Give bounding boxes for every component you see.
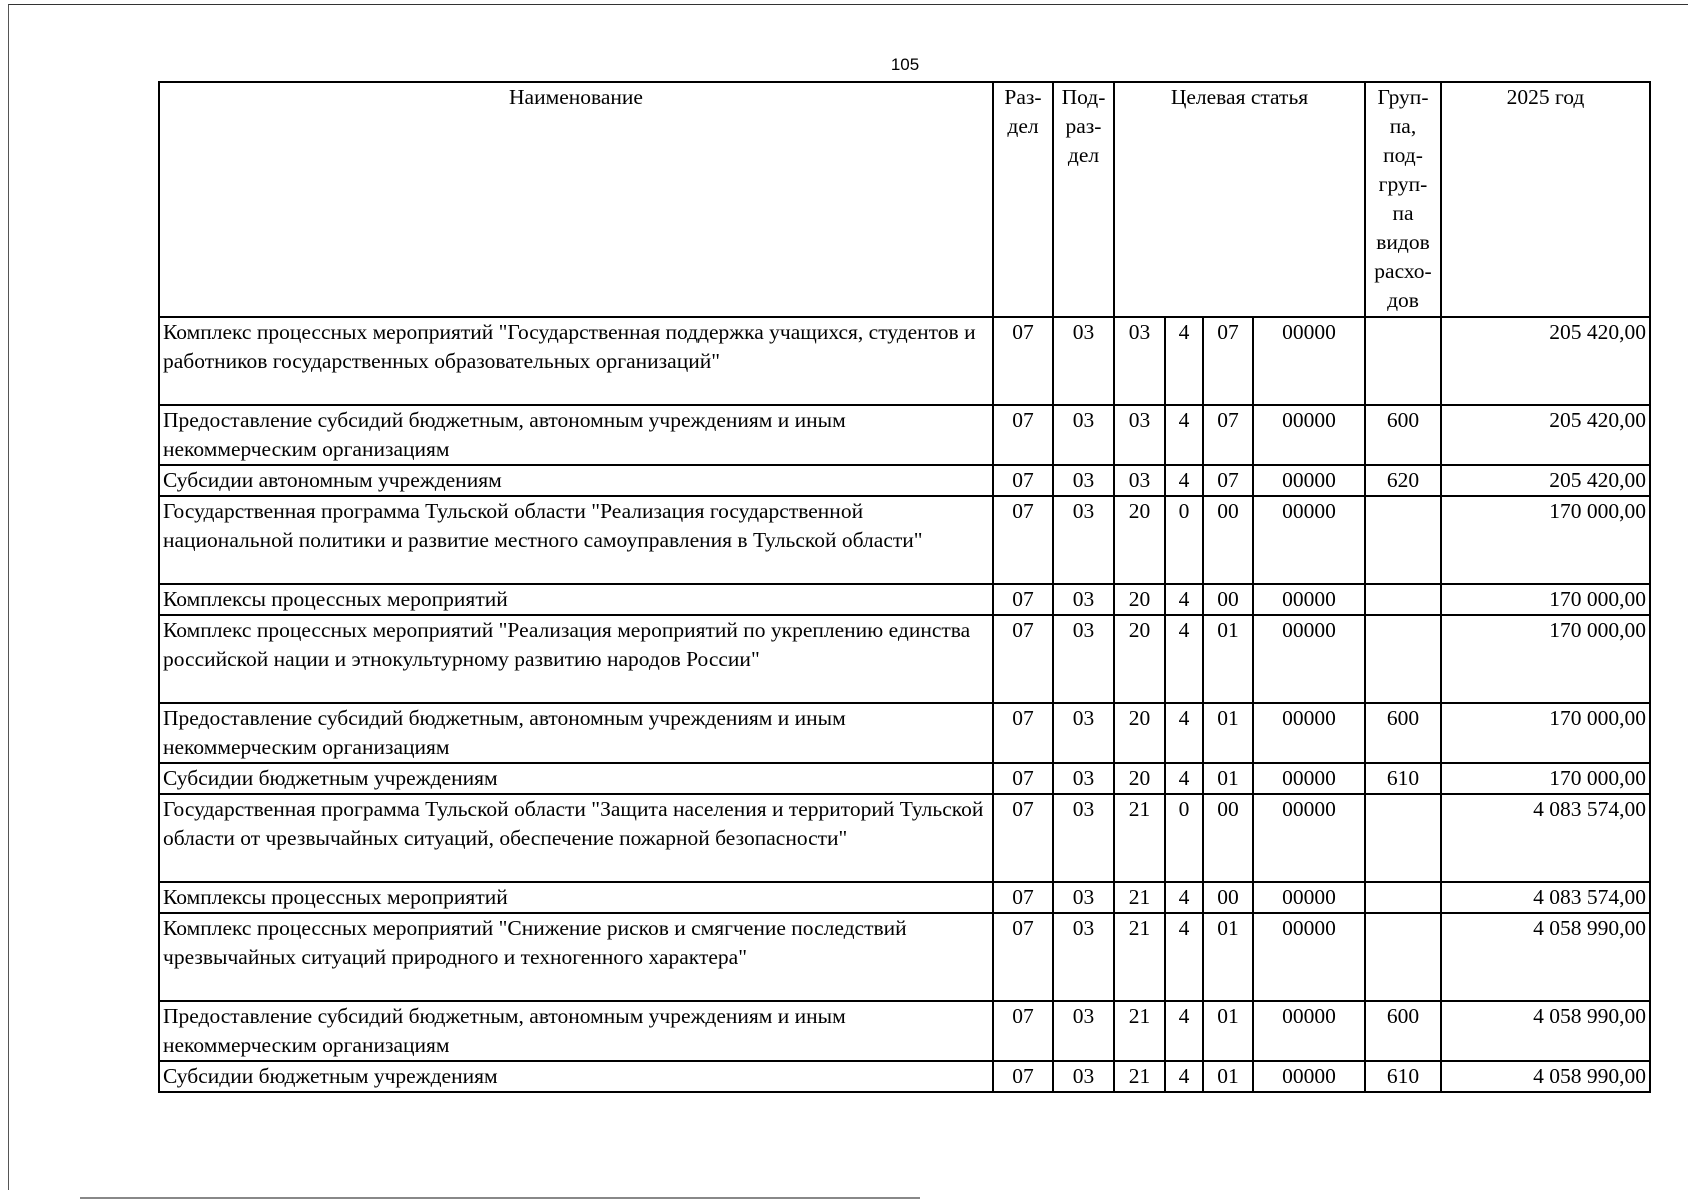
bottom-rule [80, 1197, 920, 1199]
target-direction-code: 00000 [1253, 794, 1365, 882]
expense-group-code [1365, 794, 1441, 882]
subsection-code: 03 [1053, 1001, 1114, 1061]
target-type-code: 4 [1165, 1001, 1203, 1061]
target-program-code: 20 [1114, 763, 1165, 794]
table-row [159, 405, 1650, 465]
table-header [159, 82, 1650, 317]
target-direction-code: 00000 [1253, 1061, 1365, 1092]
header-year: 2025 год [1441, 82, 1650, 317]
row-name: Предоставление субсидий бюджетным, автономным учреждениям и иным некоммерческим организациям [159, 405, 993, 465]
target-program-code: 21 [1114, 1061, 1165, 1092]
section-code: 07 [993, 465, 1053, 496]
amount-2025: 170 000,00 [1441, 703, 1650, 763]
table-body [159, 317, 1650, 1092]
section-code: 07 [993, 882, 1053, 913]
amount-2025: 170 000,00 [1441, 763, 1650, 794]
amount-2025: 170 000,00 [1441, 496, 1650, 584]
target-program-code: 03 [1114, 317, 1165, 405]
section-code: 07 [993, 405, 1053, 465]
expense-group-code: 600 [1365, 1001, 1441, 1061]
target-type-code: 4 [1165, 615, 1203, 703]
target-type-code: 4 [1165, 882, 1203, 913]
target-type-code: 4 [1165, 913, 1203, 1001]
target-complex-code: 00 [1203, 882, 1253, 913]
target-type-code: 4 [1165, 763, 1203, 794]
table-row [159, 496, 1650, 584]
target-program-code: 20 [1114, 703, 1165, 763]
subsection-code: 03 [1053, 317, 1114, 405]
table-row [159, 794, 1650, 882]
expense-group-code [1365, 584, 1441, 615]
target-complex-code: 01 [1203, 1061, 1253, 1092]
row-name: Комплекс процессных мероприятий "Государственная поддержка учащихся, студентов и работников государственных образовательных организаций" [159, 317, 993, 405]
row-name: Государственная программа Тульской области "Защита населения и территорий Тульской области от чрезвычайных ситуаций, обеспечение пожарной безопасности" [159, 794, 993, 882]
amount-2025: 170 000,00 [1441, 615, 1650, 703]
expense-group-code [1365, 913, 1441, 1001]
target-direction-code: 00000 [1253, 317, 1365, 405]
target-type-code: 0 [1165, 794, 1203, 882]
row-name: Комплексы процессных мероприятий [159, 882, 993, 913]
target-type-code: 4 [1165, 584, 1203, 615]
target-program-code: 21 [1114, 913, 1165, 1001]
subsection-code: 03 [1053, 465, 1114, 496]
target-direction-code: 00000 [1253, 763, 1365, 794]
target-complex-code: 07 [1203, 405, 1253, 465]
subsection-code: 03 [1053, 405, 1114, 465]
expense-group-code: 610 [1365, 1061, 1441, 1092]
section-code: 07 [993, 496, 1053, 584]
subsection-code: 03 [1053, 703, 1114, 763]
target-complex-code: 01 [1203, 763, 1253, 794]
target-complex-code: 07 [1203, 317, 1253, 405]
table-row [159, 317, 1650, 405]
section-code: 07 [993, 703, 1053, 763]
amount-2025: 205 420,00 [1441, 405, 1650, 465]
target-complex-code: 01 [1203, 703, 1253, 763]
amount-2025: 4 058 990,00 [1441, 1001, 1650, 1061]
subsection-code: 03 [1053, 882, 1114, 913]
target-type-code: 0 [1165, 496, 1203, 584]
target-type-code: 4 [1165, 405, 1203, 465]
target-type-code: 4 [1165, 465, 1203, 496]
table-row [159, 615, 1650, 703]
amount-2025: 4 083 574,00 [1441, 882, 1650, 913]
expense-group-code [1365, 317, 1441, 405]
target-complex-code: 07 [1203, 465, 1253, 496]
table-row [159, 584, 1650, 615]
target-direction-code: 00000 [1253, 882, 1365, 913]
header-podrazdel: Под- раз- дел [1053, 82, 1114, 317]
table-row [159, 465, 1650, 496]
section-code: 07 [993, 913, 1053, 1001]
target-program-code: 20 [1114, 584, 1165, 615]
expense-group-code: 600 [1365, 703, 1441, 763]
amount-2025: 4 058 990,00 [1441, 1061, 1650, 1092]
subsection-code: 03 [1053, 615, 1114, 703]
target-program-code: 03 [1114, 405, 1165, 465]
target-direction-code: 00000 [1253, 703, 1365, 763]
target-complex-code: 01 [1203, 1001, 1253, 1061]
target-type-code: 4 [1165, 703, 1203, 763]
target-program-code: 20 [1114, 496, 1165, 584]
subsection-code: 03 [1053, 913, 1114, 1001]
target-direction-code: 00000 [1253, 615, 1365, 703]
header-name: Наименование [159, 82, 993, 317]
target-program-code: 21 [1114, 882, 1165, 913]
row-name: Субсидии бюджетным учреждениям [159, 763, 993, 794]
target-program-code: 21 [1114, 1001, 1165, 1061]
page-number: 105 [890, 55, 920, 74]
target-complex-code: 00 [1203, 584, 1253, 615]
amount-2025: 205 420,00 [1441, 317, 1650, 405]
section-code: 07 [993, 763, 1053, 794]
target-complex-code: 00 [1203, 496, 1253, 584]
row-name: Комплекс процессных мероприятий "Реализация мероприятий по укреплению единства российской нации и этнокультурному развитию народов России" [159, 615, 993, 703]
section-code: 07 [993, 1061, 1053, 1092]
table-row [159, 1001, 1650, 1061]
row-name: Государственная программа Тульской области "Реализация государственной национальной политики и развитие местного самоуправления в Тульской области" [159, 496, 993, 584]
table-row [159, 1061, 1650, 1092]
target-direction-code: 00000 [1253, 496, 1365, 584]
target-direction-code: 00000 [1253, 913, 1365, 1001]
target-program-code: 21 [1114, 794, 1165, 882]
section-code: 07 [993, 794, 1053, 882]
subsection-code: 03 [1053, 1061, 1114, 1092]
expense-group-code [1365, 615, 1441, 703]
row-name: Субсидии автономным учреждениям [159, 465, 993, 496]
expense-group-code: 600 [1365, 405, 1441, 465]
section-code: 07 [993, 1001, 1053, 1061]
target-complex-code: 01 [1203, 615, 1253, 703]
expense-group-code [1365, 882, 1441, 913]
expense-group-code: 610 [1365, 763, 1441, 794]
target-complex-code: 00 [1203, 794, 1253, 882]
header-razdel: Раз- дел [993, 82, 1053, 317]
table-row [159, 703, 1650, 763]
section-code: 07 [993, 615, 1053, 703]
header-row [159, 82, 1650, 317]
row-name: Комплексы процессных мероприятий [159, 584, 993, 615]
header-target: Целевая статья [1114, 82, 1365, 317]
subsection-code: 03 [1053, 496, 1114, 584]
table-row [159, 763, 1650, 794]
target-direction-code: 00000 [1253, 584, 1365, 615]
row-name: Предоставление субсидий бюджетным, автономным учреждениям и иным некоммерческим организациям [159, 1001, 993, 1061]
section-code: 07 [993, 317, 1053, 405]
target-type-code: 4 [1165, 317, 1203, 405]
row-name: Комплекс процессных мероприятий "Снижение рисков и смягчение последствий чрезвычайных ситуаций природного и техногенного характера" [159, 913, 993, 1001]
target-direction-code: 00000 [1253, 405, 1365, 465]
target-complex-code: 01 [1203, 913, 1253, 1001]
header-group: Груп- па, под- груп- па видов расхо- дов [1365, 82, 1441, 317]
target-type-code: 4 [1165, 1061, 1203, 1092]
row-name: Субсидии бюджетным учреждениям [159, 1061, 993, 1092]
row-name: Предоставление субсидий бюджетным, автономным учреждениям и иным некоммерческим организациям [159, 703, 993, 763]
section-code: 07 [993, 584, 1053, 615]
amount-2025: 205 420,00 [1441, 465, 1650, 496]
expense-group-code [1365, 496, 1441, 584]
expense-group-code: 620 [1365, 465, 1441, 496]
amount-2025: 4 058 990,00 [1441, 913, 1650, 1001]
target-program-code: 03 [1114, 465, 1165, 496]
table-row [159, 882, 1650, 913]
target-direction-code: 00000 [1253, 1001, 1365, 1061]
budget-table [158, 81, 1651, 1093]
amount-2025: 170 000,00 [1441, 584, 1650, 615]
subsection-code: 03 [1053, 584, 1114, 615]
target-program-code: 20 [1114, 615, 1165, 703]
subsection-code: 03 [1053, 794, 1114, 882]
subsection-code: 03 [1053, 763, 1114, 794]
target-direction-code: 00000 [1253, 465, 1365, 496]
table-row [159, 913, 1650, 1001]
amount-2025: 4 083 574,00 [1441, 794, 1650, 882]
